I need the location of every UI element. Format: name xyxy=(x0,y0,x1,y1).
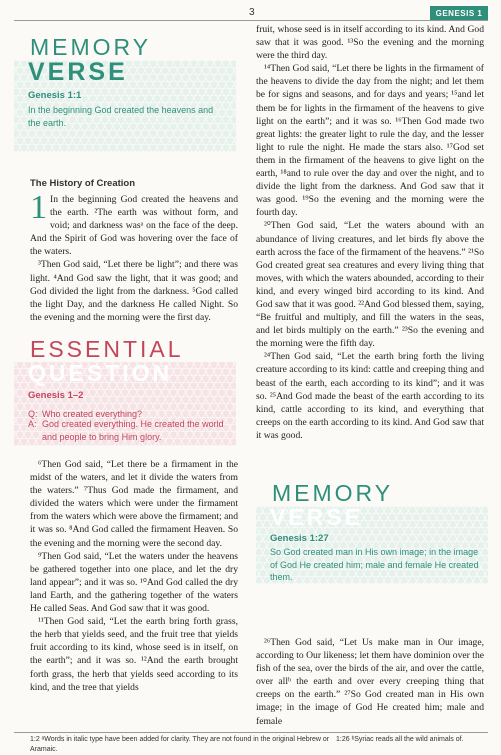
memory-verse-2-text: So God created man in His own image; in the image of God He created him; male and female He created them. xyxy=(270,547,479,582)
footnote-rule xyxy=(14,732,488,733)
verse-paragraph: ¹⁴Then God said, “Let there be lights in the firmament of the heavens to divide the day from the night; and let them be for signs and seasons, and for days and years; ¹⁵and let them be for lights in the firmament of the heavens to give light on the earth”; and it was so. ¹⁶Then God made two great lights: the greater light to rule the day, and the lesser light to rule the night. He made the stars also. ¹⁷God set them in the firmament of the heavens to give light on the earth, ¹⁸and to rule over the day and over the night, and to divide the light from the darkness. And God saw that it was good. ¹⁹So the evening and the morning were the fourth day. xyxy=(256,63,484,219)
footnote-2: 1:26 ᵇSyriac reads all the wild animals of. xyxy=(336,736,464,743)
memory-verse-2-panel xyxy=(256,506,488,584)
memory-verse-box xyxy=(14,34,236,156)
memory-verse-label-bottom: VERSE xyxy=(28,58,128,86)
answer-text: God created everything. He created the world and people to bring Him glory. xyxy=(42,419,224,442)
memory-verse-reference: Genesis 1:1 xyxy=(28,90,82,101)
memory-verse-2-label-bottom: VERSE xyxy=(270,504,363,530)
memory-verse-2-label-top: MEMORY xyxy=(272,480,394,506)
scripture-column-right-top xyxy=(256,23,484,442)
essential-question-label-bottom: QUESTION xyxy=(28,360,173,386)
verse-paragraph: ¹¹Then God said, “Let the earth bring forth grass, the herb that yields seed, and the fruit tree that yields fruit according to its kind, whose seed is in itself, on the earth”; and it was so. ¹²And the earth brought forth grass, the herb that yields seed according to its kind, and the tree that yields xyxy=(30,616,238,693)
footnote-1: 1:2 ᵃWords in italic type have been added for clarity. They are not found in the original Hebrew or Aramaic. xyxy=(30,736,330,753)
memory-verse-box-2 xyxy=(256,482,488,584)
chapter-number: 1 xyxy=(30,189,47,226)
section-heading: The History of Creation xyxy=(30,178,136,189)
verse-paragraph: fruit, whose seed is in itself according to its kind. And God saw that it was good. ¹³So the evening and the morning were the third day. xyxy=(256,24,484,62)
essential-question-reference: Genesis 1–2 xyxy=(28,390,84,401)
answer-label: A: xyxy=(28,419,37,429)
page-number: 3 xyxy=(249,7,255,18)
header-rule xyxy=(14,20,488,21)
verse-paragraph: ²⁰Then God said, “Let the waters abound with an abundance of living creatures, and let birds fly above the earth across the face of the firmament of the heavens.” ²¹So God created great sea creatures and every living thing that moves, with which the waters abounded, according to their kind, and every winged bird according to its kind. And God saw that it was good. ²²And God blessed them, saying, “Be fruitful and multiply, and fill the waters in the seas, and let birds multiply on the earth.” ²³So the evening and the morning were the fifth day. xyxy=(256,220,484,350)
question-text: Who created everything? xyxy=(42,409,143,419)
answer-row xyxy=(28,418,228,443)
memory-verse-label-top: MEMORY xyxy=(30,34,152,60)
question-label: Q: xyxy=(28,409,38,419)
verse-paragraph: ²⁴Then God said, “Let the earth bring forth the living creature according to its kind: cattle and creeping thing and beast of the earth, each according to its kind”; and it was so. ²⁵And God made the beast of the earth according to its kind, cattle according to its kind, and everything that creeps on the earth according to its kind. And God saw that it was good. xyxy=(256,351,484,441)
verse-paragraph: ²⁶Then God said, “Let Us make man in Our image, according to Our likeness; let them have dominion over the fish of the sea, over the birds of the air, and over the cattle, over allᵇ the earth and over every creeping thing that creeps on the earth.” ²⁷So God created man in His own image; in the image of God He created him; male and female xyxy=(256,637,484,727)
verse-text: In the beginning God created the heavens and the earth. ²The earth was without form, and void; and darkness wasᵃ on the face of the deep. And the Spirit of God was hovering over the face of the waters. xyxy=(30,194,238,258)
verse-paragraph: ³Then God said, “Let there be light”; and there was light. ⁴And God saw the light, that it was good; and God divided the light from the darkness. ⁵God called the light Day, and the darkness He called Night. So the evening and the morning were the first day. xyxy=(30,259,238,323)
essential-question-box xyxy=(14,338,236,446)
memory-verse-text: In the beginning God created the heavens and the earth. xyxy=(28,105,214,128)
scripture-column-right-bottom xyxy=(256,636,484,728)
essential-question-panel xyxy=(14,362,236,446)
essential-question-label-top: ESSENTIAL xyxy=(30,336,184,362)
scripture-column-left-top xyxy=(30,189,238,324)
verse-paragraph xyxy=(30,189,238,258)
verse-paragraph: ⁹Then God said, “Let the waters under the heavens be gathered together into one place, and let the dry land appear”; and it was so. ¹⁰And God called the dry land Earth, and the gathering together of the waters He called Seas. And God saw that it was good. xyxy=(30,550,238,615)
book-chapter-tab: GENESIS 1 xyxy=(430,6,488,20)
scripture-column-left-bottom xyxy=(30,458,238,694)
memory-verse-2-reference: Genesis 1:27 xyxy=(270,533,329,544)
memory-verse-panel xyxy=(14,60,236,152)
verse-paragraph: ⁶Then God said, “Let there be a firmament in the midst of the waters, and let it divide the waters from the waters.” ⁷Thus God made the firmament, and divided the waters which were under the firmament from the waters which were above the firmament; and it was so. ⁸And God called the firmament Heaven. So the evening and the morning were the second day. xyxy=(30,459,238,549)
